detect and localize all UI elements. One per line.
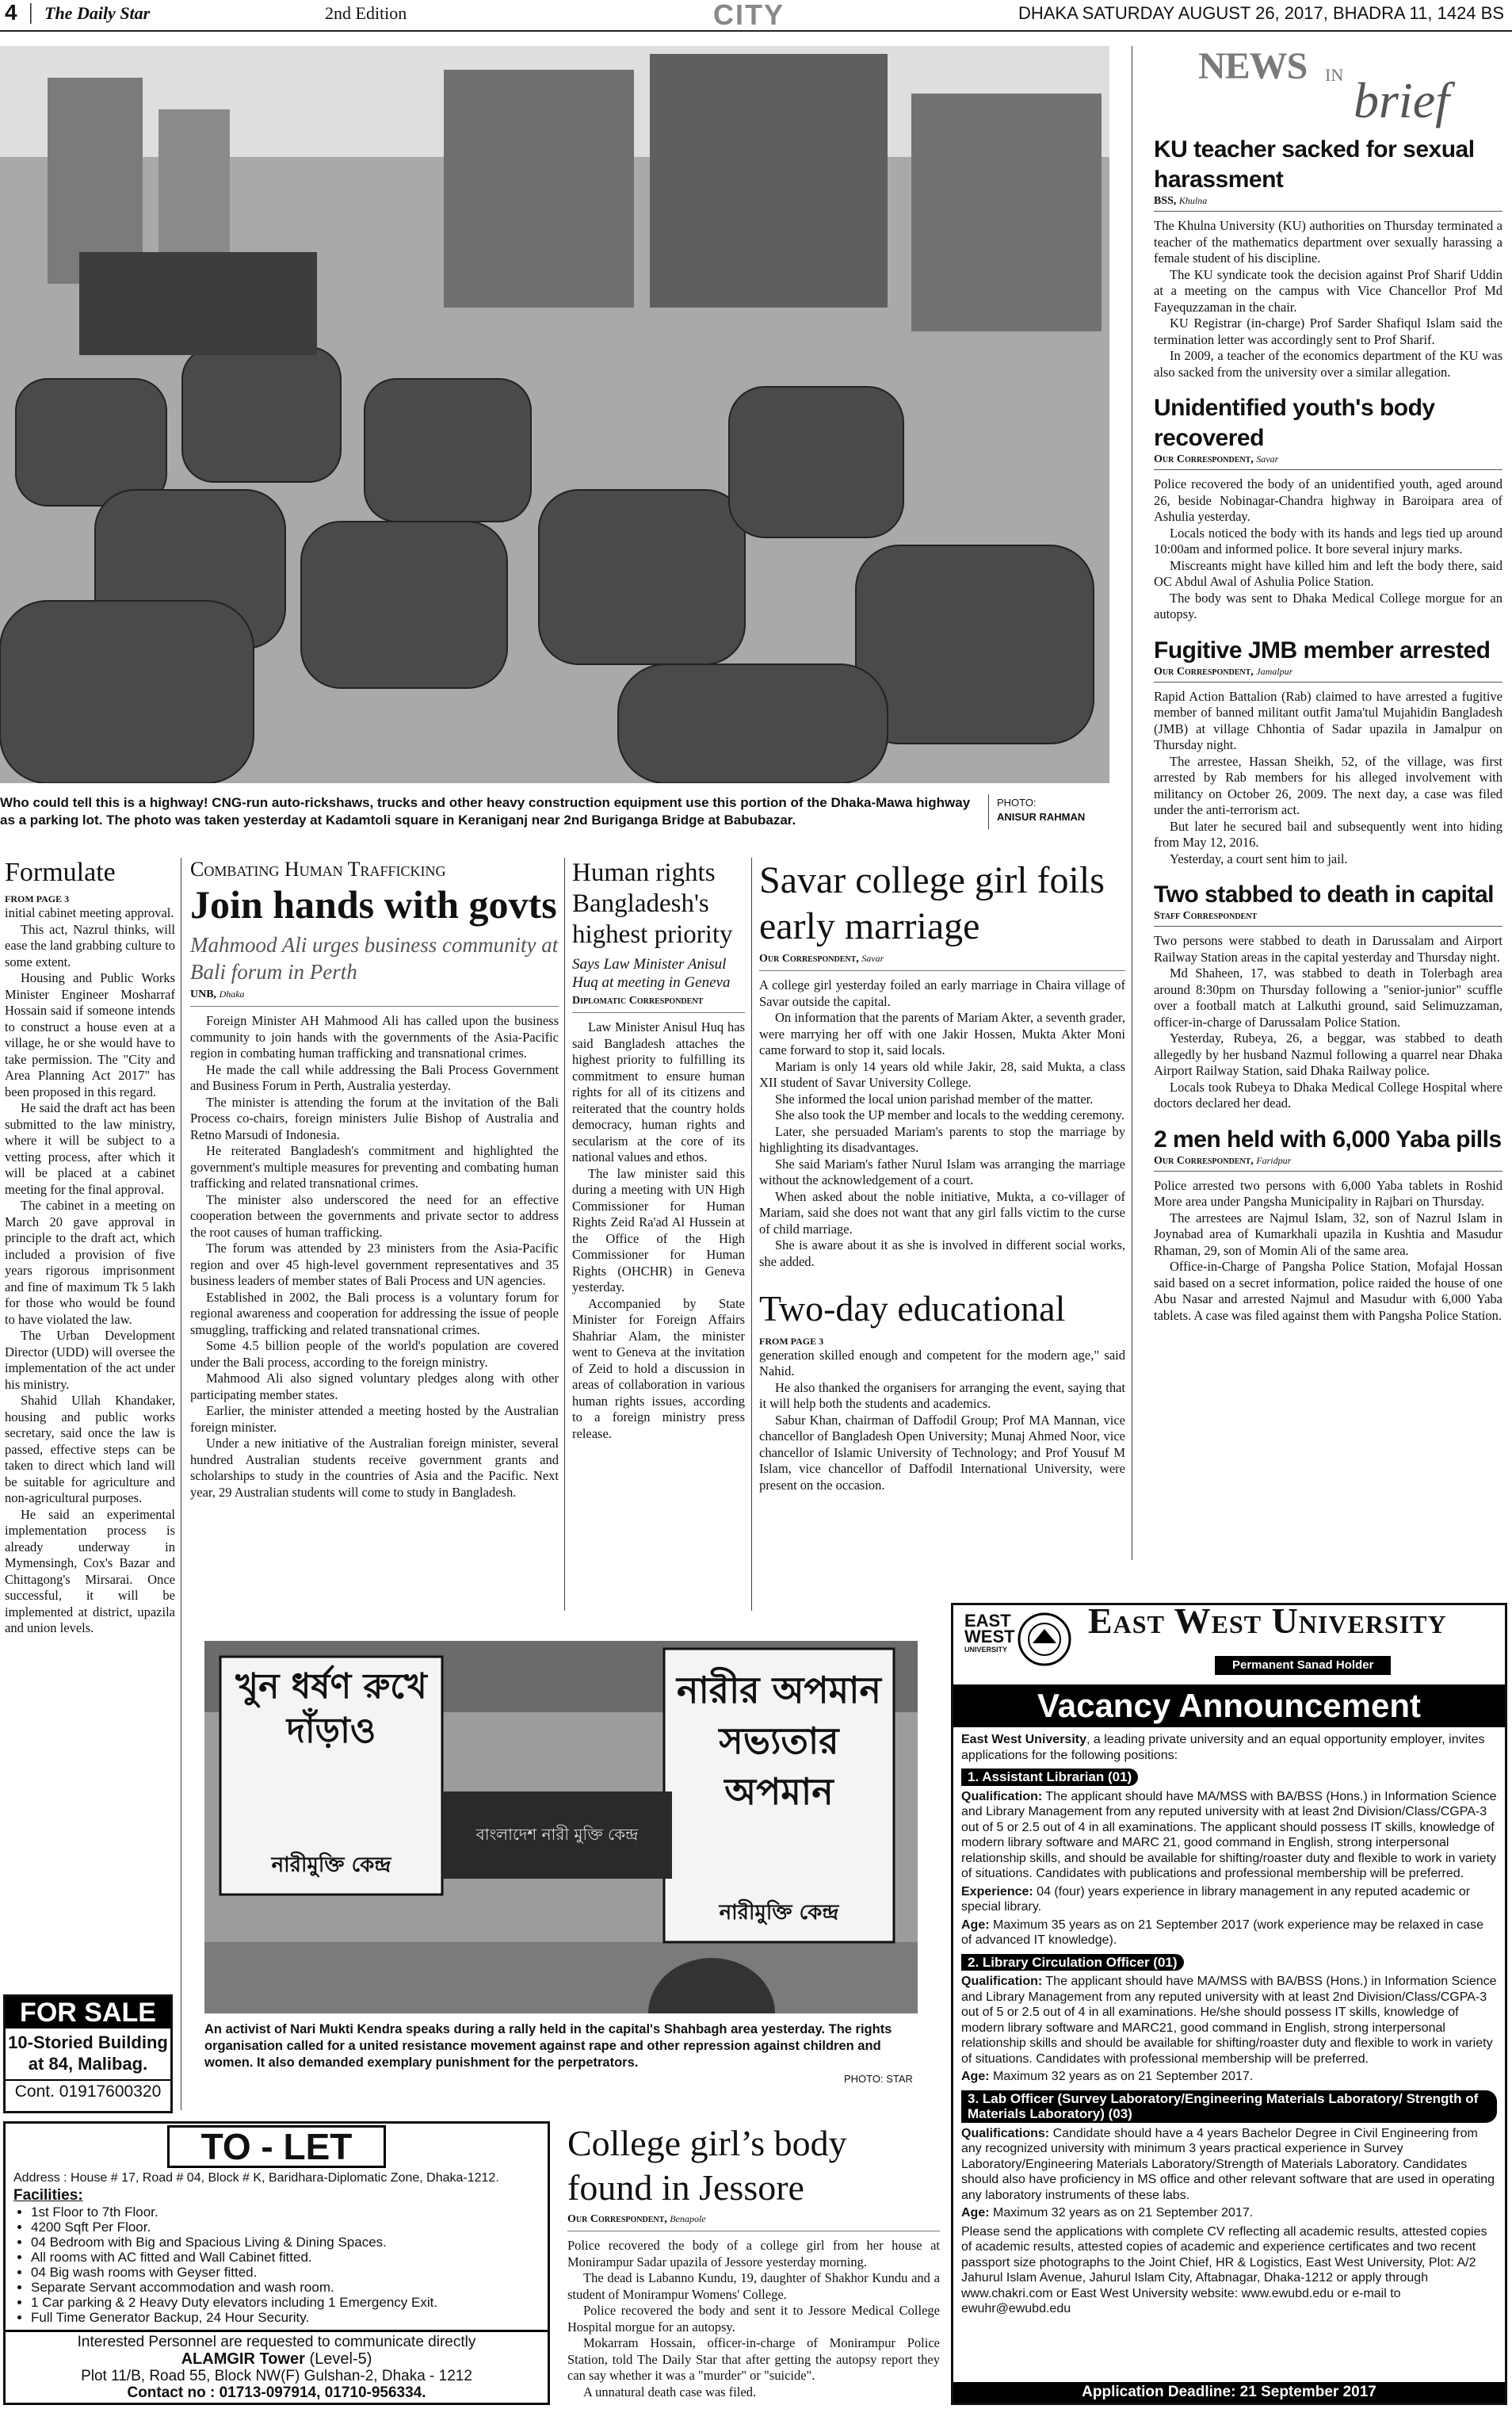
- brief-paragraph: But later he secured bail and subsequently went into hiding from May 12, 2016.: [1154, 818, 1502, 850]
- photo-credit-name: ANISUR RAHMAN: [997, 811, 1086, 823]
- ewu-deadline: Application Deadline: 21 September 2017: [953, 2382, 1505, 2403]
- brief-paragraph: Office-in-Charge of Pangsha Police Station, Mofajal Hossan said based on a secret information, police raided the house of one Abu Nasar and arrested Najmul and Masudur with 6,000 Yaba tablets. A case was filed against them with Pangsha Police Station.: [1154, 1259, 1502, 1323]
- paragraph: Established in 2002, the Bali process is a voluntary forum for regional awareness and cooperation for addressing the issue of people smuggling, trafficking and related transnational crimes.: [190, 1289, 559, 1337]
- caption-divider: [988, 794, 989, 829]
- dateline: DHAKA SATURDAY AUGUST 26, 2017, BHADRA 11, 1424 BS: [1018, 3, 1504, 23]
- position-title: 3. Lab Officer (Survey Laboratory/Engineering Materials Laboratory/ Strength of Materials Laboratory) (03): [961, 2090, 1497, 2123]
- brief-place: Khulna: [1178, 195, 1208, 206]
- for-sale-contact: Cont. 01917600320: [6, 2079, 170, 2103]
- jessore-byline-text: Our Correspondent,: [567, 2213, 667, 2225]
- formulate-body: [5, 905, 175, 1637]
- section-title: CITY: [713, 0, 785, 31]
- brief-paragraph: In 2009, a teacher of the economics department of the KU was also sacked from the university over a similar allegation.: [1154, 348, 1502, 380]
- paragraph: Earlier, the minister attended a meeting hosted by the Australian foreign minister.: [190, 1403, 559, 1435]
- paragraph: Later, she persuaded Mariam's parents to stop the marriage by highlighting its disadvantages.: [759, 1123, 1125, 1155]
- to-let-contact: Contact no : 01713-097914, 01710-956334.: [127, 2384, 426, 2401]
- two-day-body: [759, 1348, 1125, 1494]
- two-day-headline: Two-day educational: [759, 1288, 1066, 1329]
- join-hands-headline: Join hands with govts: [190, 882, 557, 927]
- savar-place: Savar: [861, 953, 884, 964]
- facility-item: • Full Time Generator Backup, 24 Hour Security.: [31, 2310, 540, 2325]
- position-qual: [961, 1974, 1497, 2067]
- ewu-intro: [961, 1732, 1497, 1763]
- savar-byline-text: Our Correspondent,: [759, 953, 859, 965]
- brief-place: Savar: [1256, 453, 1279, 465]
- position-age-label: Age:: [961, 1918, 990, 1932]
- rally-photo-caption: An activist of Nari Mukti Kendra speaks during a rally held in the capital's Shahbagh area yesterday. The rights organisation called for a united resistance movement against rape and other repression against children and women. It also demanded exemplary punishment for the perpetrators.: [204, 2022, 892, 2070]
- jessore-headline: College girl’s body found in Jessore: [567, 2123, 847, 2208]
- placard-right-footer: নারীমুক্তি কেন্দ্র: [719, 1901, 839, 1925]
- paragraph: He reiterated Bangladesh's commitment and highlighted the government's multiple measures for preventing and combating human trafficking and related transnational crimes.: [190, 1143, 559, 1191]
- brief-item: [1154, 393, 1502, 623]
- brief-place: Jamalpur: [1256, 665, 1293, 677]
- position-qual-text: The applicant should have MA/MSS with BA/BSS (Hons.) in Information Science and Library Management from any reputed university with at least 2nd Division/Class/CGPA-3 out of 5 or 2.5 out of 4 in all examinations. He/she should possess IT skills, knowledge of modern library software and MARC21, good command in English, strong interpersonal relationship skills and should be available for shifting/roaster duty and flexible to work in variety of situations. Candidates with professional membership will be preferred.: [961, 1975, 1497, 2066]
- position-qual-label: Qualifications:: [961, 2126, 1050, 2140]
- masthead: [0, 0, 1512, 32]
- position-qual-label: Qualification:: [961, 1789, 1043, 1803]
- brief-paragraph: The arrestee, Hassan Sheikh, 52, of the village, was first arrested by Rab members for his alleged involvement with militancy on October 26, 2009. The next day, a case was filed under the anti-terrorism act.: [1154, 753, 1502, 817]
- facility-item: • Separate Servant accommodation and wash room.: [31, 2280, 540, 2295]
- paragraph: The cabinet in a meeting on March 20 gave approval in principle to the draft act, which included a provision of five years rigorous imprisonment and fine of maximum Tk 5 lakh for those who would be found to have violated the law.: [5, 1198, 175, 1327]
- to-let-ad: [3, 2121, 550, 2405]
- paragraph: He said an experimental implementation process is already underway in Mymensingh, Cox's Bazar and Chittagong's Mirsarai. Once successful, it will be implemented at district, upazila and union levels.: [5, 1506, 175, 1636]
- to-let-address: Address : House # 17, Road # 04, Block # K, Baridhara-Diplomatic Zone, Dhaka-1212.: [13, 2171, 499, 2185]
- to-let-level: (Level-5): [309, 2350, 372, 2368]
- for-sale-line1: 10-Storied Building: [8, 2032, 168, 2052]
- position-title: 2. Library Circulation Officer (01): [961, 1954, 1184, 1971]
- brief-byline: [1154, 1155, 1502, 1172]
- join-hands-place: Dhaka: [219, 988, 245, 1000]
- ewu-vacancy-ad: [951, 1600, 1507, 2405]
- brief-byline-text: Our Correspondent,: [1154, 665, 1254, 678]
- facility-item: • 1 Car parking & 2 Heavy Duty elevators including 1 Emergency Exit.: [31, 2295, 540, 2310]
- brief-paragraph: Yesterday, a court sent him to jail.: [1170, 851, 1348, 866]
- human-rights-headline: Human rights Bangladesh's highest priority: [572, 858, 733, 949]
- brief-headline: Fugitive JMB member arrested: [1154, 637, 1491, 663]
- position-exp-label: Experience:: [961, 1884, 1033, 1899]
- highway-photo-illustration: [0, 46, 1109, 783]
- for-sale-title: FOR SALE: [6, 1997, 170, 2029]
- brief-item: [1154, 135, 1502, 380]
- jessore-byline: [567, 2213, 940, 2226]
- join-hands-body: [190, 1006, 559, 1501]
- paragraph: generation skilled enough and competent for the modern age," said Nahid.: [759, 1347, 1125, 1379]
- brief-title-brief: brief: [1354, 72, 1449, 128]
- paragraph: He said the draft act has been submitted to the law ministry, where it will be subject to a vetting process, after which it will be placed at a cabinet meeting for the final approval.: [5, 1100, 175, 1197]
- paragraph: Police recovered the body and sent it to Jessore Medical College Hospital morgue for an autopsy.: [567, 2303, 940, 2334]
- position-qual-label: Qualification:: [961, 1975, 1043, 1988]
- paragraph: Mariam is only 14 years old while Jakir, 28, said Mukta, a class XII student of Savar University College.: [759, 1058, 1125, 1090]
- to-let-building: ALAMGIR Tower: [181, 2350, 305, 2368]
- paragraph: She said Mariam's father Nurul Islam was arranging the marriage without the acknowledgement of a court.: [759, 1156, 1125, 1187]
- savar-body: [759, 970, 1125, 1270]
- brief-paragraph: Miscreants might have killed him and left the body there, said OC Abdul Awal of Ashulia Police Station.: [1154, 557, 1502, 589]
- to-let-facilities: [13, 2204, 540, 2325]
- paragraph: Accompanied by State Minister for Foreign Affairs Shahriar Alam, the minister went to Geneva at the invitation of Zeid to hold a discussion in areas of collaboration in various human rights issues, according to a foreign ministry press release.: [572, 1295, 745, 1441]
- ewu-header: [961, 1600, 1497, 1684]
- column-rule-2: [564, 858, 565, 1611]
- column-rule-3: [751, 858, 752, 1611]
- brief-paragraph: KU Registrar (in-charge) Prof Sarder Shafiqul Islam said the termination letter was accordingly sent to Prof Sharif.: [1154, 315, 1502, 347]
- brief-byline: [1154, 453, 1502, 470]
- position-exp-text: 04 (four) years experience in library management in any reputed academic or special library.: [961, 1884, 1471, 1914]
- human-rights-body: [572, 1012, 745, 1442]
- ewu-intro-bold: East West University: [961, 1733, 1086, 1746]
- position-age-label: Age:: [961, 2206, 990, 2220]
- join-hands-kicker: Combating Human Trafficking: [190, 858, 446, 881]
- paragraph: The dead is Labanno Kundu, 19, daughter of Shakhor Kundu and a student of Monirampur Womens' College.: [567, 2270, 940, 2302]
- highway-photo-caption: Who could tell this is a highway! CNG-run auto-rickshaws, trucks and other heavy construction equipment use this portion of the Dhaka-Mawa highway as a parking lot. The photo was taken yesterday at Kadamtoli square in Keraniganj near 2nd Buriganga Bridge at Babubazar.: [0, 795, 971, 828]
- position-qual-text: The applicant should have MA/MSS with BA/BSS (Hons.) in Information Science and Library Management from any reputed university with at least 2nd Division/Class/CGPA-3 out of 5 or 2.5 out of 4 in all examinations. The applicant should possess IT skills, knowledge of modern library software and MARC 21, good command in English, strong interpersonal relationship skills, and should be available for shifting/roaster duty and flexible to work in variety of situations. Candidates with publications and professional membership will be preferred.: [961, 1789, 1497, 1880]
- brief-byline-text: Staff Correspondent: [1154, 910, 1258, 922]
- paragraph: The minister is attending the forum at the invitation of the Bali Process co-chairs, foreign ministers Julie Bishop of Australia and Retno Marsudi of Indonesia.: [190, 1094, 559, 1142]
- facility-item: • All rooms with AC fitted and Wall Cabinet fitted.: [31, 2250, 540, 2265]
- to-let-address2: Plot 11/B, Road 55, Block NW(F) Gulshan-2, Dhaka - 1212: [81, 2368, 472, 2384]
- facility-item: • 1st Floor to 7th Floor.: [31, 2204, 540, 2220]
- ewu-seal-icon: [1017, 1612, 1072, 1667]
- facility-item: • 04 Big wash rooms with Geyser fitted.: [31, 2265, 540, 2280]
- to-let-facilities-label: Facilities:: [13, 2187, 83, 2204]
- photo-credit-label: PHOTO:: [997, 797, 1037, 809]
- paragraph: Police recovered the body of a college girl from her house at Monirampur Sadar upazila of Jessore yesterday morning.: [567, 2238, 940, 2269]
- paragraph: Housing and Public Works Minister Engineer Mosharraf Hossain said if someone intends to construct a house even at a village, he or she would have to take permission. The "City and Area Planning Act 2017" has been proposed in this regard.: [5, 970, 175, 1099]
- human-rights-article: [572, 858, 745, 1442]
- position-age: [961, 1918, 1497, 1948]
- paragraph: He made the call while addressing the Bali Process Government and Business Forum in Perth, Australia yesterday.: [190, 1061, 559, 1093]
- paragraph: A unnatural death case was filed.: [583, 2384, 757, 2399]
- paragraph: Law Minister Anisul Huq has said Bangladesh attaches the highest priority to fulfilling its commitment to ensure human rights for all of its citizens and reiterated that the country holds democracy, human rights and secularism at the core of its national values and ethos.: [572, 1019, 745, 1164]
- position-qual-text: Candidate should have a 4 years Bachelor Degree in Civil Engineering from any recognized university with minimum 3 years practical experience in Survey Laboratory/Engineering Materials Laboratory/Strength of Materials Laboratory. Candidates should also have proficiency in MS office and other relevant software that are used in operating any laboratory instruments of these labs.: [961, 2126, 1495, 2202]
- brief-headline: 2 men held with 6,000 Yaba pills: [1154, 1126, 1502, 1153]
- facility-item: • 04 Bedroom with Big and Spacious Living & Dining Spaces.: [31, 2235, 540, 2250]
- brief-paragraph: Two persons were stabbed to death in Darussalam and Airport Railway Station areas in the capital yesterday and Thursday night.: [1154, 933, 1502, 965]
- position-age-text: Maximum 32 years as on 21 September 2017.: [993, 2206, 1254, 2220]
- facility-item: • 4200 Sqft Per Floor.: [31, 2220, 540, 2235]
- brief-paragraph: The KU syndicate took the decision against Prof Sharif Uddin at a meeting on the campus with Vice Chancellor Prof Md Fayequzzaman in the chair.: [1154, 266, 1502, 315]
- paragraph: Shahid Ullah Khandaker, housing and public works secretary, said once the law is passed, effective steps can be taken to direct which land will be suitable for agriculture and non-agricultural purposes.: [5, 1393, 175, 1506]
- ewu-vacancy-title: Vacancy Announcement: [953, 1684, 1505, 1727]
- paragraph: When asked about the noble initiative, Mukta, a co-villager of Mariam, said she does not want that any girl falls victim to the curse of child marriage.: [759, 1188, 1125, 1237]
- paragraph: Mahmood Ali also signed voluntary pledges along with other participating member states.: [190, 1371, 559, 1402]
- brief-paragraph: Police arrested two persons with 6,000 Yaba tablets in Roshid More area under Pangsha Municipality in Rajbari on Thursday.: [1154, 1177, 1502, 1209]
- position-age-label: Age:: [961, 2070, 990, 2083]
- to-let-title: TO - LET: [167, 2125, 387, 2168]
- highway-photo: [0, 46, 1109, 783]
- brief-headline: Unidentified youth's body recovered: [1154, 395, 1435, 451]
- savar-article: [759, 858, 1125, 1493]
- two-day-from: FROM PAGE 3: [759, 1335, 824, 1347]
- savar-headline: Savar college girl foils early marriage: [759, 859, 1105, 947]
- ewu-name: East West University: [1088, 1600, 1447, 1641]
- to-let-interested: Interested Personnel are requested to communicate directly: [77, 2334, 476, 2350]
- to-let-title-wrap: [13, 2125, 540, 2168]
- masthead-divider: |: [29, 0, 33, 25]
- paragraph: On information that the parents of Mariam Akter, a seventh grader, were marrying her off with one Jakir Hossen, Mukta Akter Moni came forward to stop it, said locals.: [759, 1010, 1125, 1057]
- placard-left-footer: নারীমুক্তি কেন্দ্র: [271, 1853, 391, 1877]
- jessore-place: Benapole: [670, 2213, 706, 2224]
- paragraph: Foreign Minister AH Mahmood Ali has called upon the business community to join hands with the governments of the Asia-Pacific region in combating human trafficking and transnational crimes.: [190, 1013, 559, 1061]
- ewu-logo-univ: UNIVERSITY: [964, 1646, 1008, 1654]
- brief-paragraph: Yesterday, Rubeya, 26, a beggar, was stabbed to death allegedly by her husband Nazmul following a quarrel near Dhaka Airport Railway Station, said Dhaka Railway police.: [1154, 1031, 1502, 1078]
- join-hands-subhead: Mahmood Ali urges business community at Bali forum in Perth: [190, 933, 559, 984]
- brief-paragraph: The arrestees are Najmul Islam, 32, son of Nazrul Islam in Joynabad area of Kumarkhali upazila in Kushtia and Masudur Rhaman, 29, son of Momin Ali of the same area.: [1154, 1210, 1502, 1258]
- brief-paragraph: Md Shaheen, 17, was stabbed to death in Tolerbagh area around 8:30pm on Thursday following a "senior-junior" scuffle over a football match at Lalkuthi ground, said Selimuzzaman, officer-in-charge of Darussalam Police Station.: [1154, 966, 1502, 1030]
- news-in-brief: [1141, 46, 1506, 1560]
- ewu-logo-west: WEST: [964, 1627, 1015, 1646]
- paragraph: The forum was attended by 23 ministers from the Asia-Pacific region and over 45 high-level government representatives and 35 business leaders of member states of Bali Process and UN agencies.: [190, 1241, 559, 1288]
- page-number: 4: [5, 0, 17, 25]
- brief-paragraph: The Khulna University (KU) authorities on Thursday terminated a teacher of the mathematics department over sexually harassing a female student of his discipline.: [1154, 218, 1502, 266]
- brief-byline-text: Our Correspondent,: [1154, 453, 1254, 465]
- ewu-apply: Please send the applications with complete CV reflecting all academic results, attested copies of academic results, attested copies of academic and experience certificates and two recent passport size photographs to the Joint Chief, HR & Logistics, East West University, Plot: A/2 Jahurul Islam Avenue, Jahurul Islam City, Aftabnagar, Dhaka-1212 or apply through www.chakri.com or East West University website: www.ewubd.edu or e-mail to ewuhr@ewubd.edu: [961, 2224, 1487, 2315]
- brief-paragraph: Locals noticed the body with its hands and legs tied up around 10:00am and informed police. It bore several injury marks.: [1154, 525, 1502, 556]
- jessore-article: [567, 2121, 940, 2400]
- to-let-building-line: [6, 2350, 548, 2368]
- position-age: [961, 2069, 1497, 2085]
- rally-banner-text: বাংলাদেশ নারী মুক্তি কেন্দ্র: [475, 1825, 639, 1844]
- for-sale-line2: at 84, Malibag.: [28, 2054, 148, 2074]
- to-let-footer: [6, 2330, 548, 2403]
- brief-paragraph: Locals took Rubeya to Dhaka Medical College Hospital where doctors declared her dead.: [1154, 1079, 1502, 1111]
- ewu-logo-east: EAST: [964, 1611, 1011, 1631]
- brief-byline: [1154, 910, 1502, 927]
- formulate-article: [5, 858, 175, 1637]
- paragraph: Some 4.5 billion people of the world's population are covered under the Bali process, according to the foreign ministry.: [190, 1338, 559, 1370]
- paragraph: Under a new initiative of the Australian foreign minister, several hundred Australian students receive government grants and scholarships to study in the countries of Asia and the Pacific. Next year, 29 Australian students will come to study in Bangladesh.: [190, 1436, 559, 1500]
- ewu-logo: [964, 1613, 1015, 1654]
- edition-label: 2nd Edition: [325, 3, 407, 23]
- rally-photo-credit: PHOTO: STAR: [844, 2073, 913, 2085]
- paragraph: This act, Nazrul thinks, will ease the land grabbing culture to some extent.: [5, 921, 175, 969]
- paragraph: The Urban Development Director (UDD) will oversee the implementation of the act under his ministry.: [5, 1328, 175, 1392]
- brief-title-in: IN: [1325, 65, 1344, 85]
- brief-paragraph: The body was sent to Dhaka Medical College morgue for an autopsy.: [1154, 590, 1502, 621]
- paragraph: initial cabinet meeting approval.: [5, 905, 174, 921]
- formulate-from: FROM PAGE 3: [5, 893, 70, 905]
- rally-photo: [204, 1641, 918, 2013]
- position-age-text: Maximum 35 years as on 21 September 2017 (work experience may be relaxed in case of advanced IT knowledge).: [961, 1918, 1483, 1947]
- brief-headline: KU teacher sacked for sexual harassment: [1154, 136, 1475, 193]
- position-title: 1. Assistant Librarian (01): [961, 1769, 1138, 1786]
- formulate-headline: Formulate: [5, 858, 116, 887]
- savar-byline: [759, 953, 1125, 966]
- human-rights-byline: Diplomatic Correspondent: [572, 995, 704, 1007]
- brief-byline-text: BSS,: [1154, 195, 1177, 207]
- brief-byline: [1154, 666, 1502, 683]
- brief-place: Faridpur: [1256, 1154, 1292, 1166]
- join-hands-agency: UNB,: [190, 988, 217, 1000]
- paragraph: A college girl yesterday foiled an early marriage in Chaira village of Savar outside the capital.: [759, 977, 1125, 1009]
- position-exp: [961, 1884, 1497, 1915]
- position-qual: [961, 1789, 1497, 1882]
- brief-byline: [1154, 195, 1502, 212]
- ewu-positions: [961, 1765, 1497, 2221]
- jessore-body: [567, 2231, 940, 2400]
- paragraph: Mokarram Hossain, officer-in-charge of Monirampur Police Station, told The Daily Star that after getting the autopsy report they can say whether it was a "murder" or "suicide".: [567, 2335, 940, 2383]
- brief-paragraph: Rapid Action Battalion (Rab) claimed to have arrested a fugitive member of banned militant outfit Jama'tul Mujahidin Bangladesh (JMB) at village Chhontia of Sadar upazila in Jamalpur on Thursday night.: [1154, 688, 1502, 752]
- join-hands-byline: [190, 988, 559, 1001]
- ewu-intro-text: , a leading private university and an equal opportunity employer, invites applications for the following positions:: [961, 1733, 1485, 1762]
- position-qual: [961, 2126, 1497, 2204]
- brief-headline: Two stabbed to death in capital: [1154, 881, 1494, 908]
- brief-byline-text: Our Correspondent,: [1154, 1154, 1254, 1167]
- placard-right-text: নারীর অপমান সভ্যতার অপমান: [677, 1669, 881, 1813]
- paper-name: The Daily Star: [44, 3, 151, 23]
- join-hands-article: [190, 858, 559, 1501]
- brief-item: [1154, 1125, 1502, 1325]
- ewu-tag: Permanent Sanad Holder: [1215, 1656, 1391, 1675]
- paragraph: She also took the UP member and locals to the wedding ceremony.: [775, 1107, 1124, 1122]
- paragraph: The minister also underscored the need for an effective cooperation between the governments and private sector to address the root causes of human trafficking.: [190, 1191, 559, 1240]
- news-in-brief-title: [1141, 46, 1506, 135]
- paragraph: He also thanked the organisers for arranging the event, saying that it will help both the students and academics.: [759, 1379, 1125, 1412]
- for-sale-ad: [3, 1994, 173, 2113]
- placard-left-text: খুন ধর্ষণ রুখে দাঁড়াও: [235, 1666, 427, 1751]
- brief-item: [1154, 636, 1502, 868]
- brief-items: [1141, 135, 1506, 1324]
- brief-item: [1154, 880, 1502, 1112]
- paragraph: Sabur Khan, chairman of Daffodil Group; Prof MA Mannan, vice chancellor of Bangladesh Open University; Munaj Ahmed Noor, vice chancellor of Islamic University of Technology; and Prof Yousuf M Islam, vice chancellor of Daffodil International University, were present on the occasion.: [759, 1412, 1125, 1493]
- paragraph: The law minister said this during a meeting with UN High Commissioner for Human Rights Zeid Ra'ad Al Hussein at the Office of the High Commissioner for Human Rights (OHCHR) in Geneva yesterday.: [572, 1165, 745, 1294]
- human-rights-subhead: Says Law Minister Anisul Huq at meeting in Geneva: [572, 956, 731, 991]
- paragraph: She informed the local union parishad member of the matter.: [775, 1091, 1094, 1107]
- brief-title-news: NEWS: [1198, 45, 1308, 87]
- position-age: [961, 2205, 1497, 2221]
- paragraph: She is aware about it as she is involved in different social works, she added.: [759, 1237, 1125, 1269]
- position-age-text: Maximum 32 years as on 21 September 2017.: [993, 2070, 1254, 2083]
- brief-paragraph: Police recovered the body of an unidentified youth, aged around 26, beside Nobinagar-Chandra highway in Baroipara area of Ashulia yesterday.: [1154, 476, 1502, 524]
